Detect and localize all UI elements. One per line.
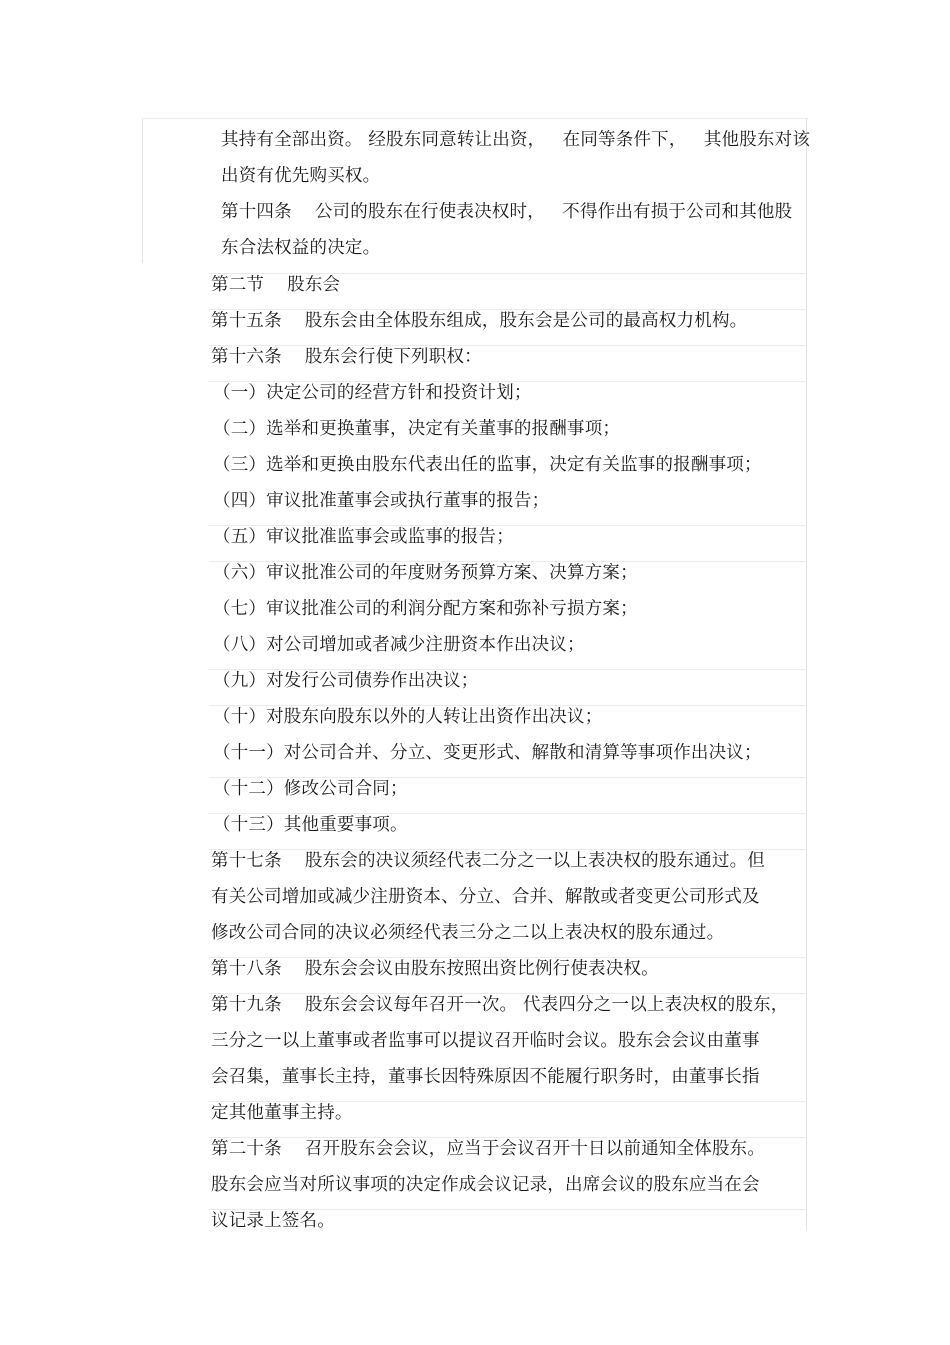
- list-item: （四）审议批准董事会或执行董事的报告；: [213, 491, 550, 511]
- text-line: 议记录上签名。: [211, 1211, 335, 1231]
- text-line: 有关公司增加或减少注册资本、分立、合并、解散或者变更公司形式及: [211, 887, 760, 907]
- table-rule-left: [142, 118, 143, 263]
- list-item: （十一）对公司合并、分立、变更形式、解散和清算等事项作出决议；: [213, 743, 762, 763]
- list-item: （七）审议批准公司的利润分配方案和弥补亏损方案；: [213, 599, 638, 619]
- list-item: （三）选举和更换由股东代表出任的监事，决定有关监事的报酬事项；: [213, 455, 762, 475]
- article-17-line: 第十七条 股东会的决议须经代表二分之一以上表决权的股东通过。但: [211, 851, 766, 871]
- text-line: 修改公司合同的决议必须经代表三分之二以上表决权的股东通过。: [211, 923, 725, 943]
- text-line: 出资有优先购买权。: [221, 166, 381, 186]
- text-line: 三分之一以上董事或者监事可以提议召开临时会议。股东会会议由董事: [211, 1031, 760, 1051]
- text-line: 定其他董事主持。: [211, 1103, 353, 1123]
- article-19-line: 第十九条 股东会会议每年召开一次。 代表四分之一以上表决权的股东，: [211, 995, 789, 1015]
- list-item: （十二）修改公司合同；: [213, 779, 408, 799]
- list-item: （六）审议批准公司的年度财务预算方案、决算方案；: [213, 563, 638, 583]
- list-item: （五）审议批准监事会或监事的报告；: [213, 527, 514, 547]
- text-line: 会召集，董事长主持，董事长因特殊原因不能履行职务时，由董事长指: [211, 1067, 760, 1087]
- list-item: （一）决定公司的经营方针和投资计划；: [213, 383, 532, 403]
- list-item: （十）对股东向股东以外的人转让出资作出决议；: [213, 707, 603, 727]
- article-15-line: 第十五条 股东会由全体股东组成，股东会是公司的最高权力机构。: [211, 311, 748, 331]
- text-line: 股东会应当对所议事项的决定作成会议记录，出席会议的股东应当在会: [211, 1175, 760, 1195]
- list-item: （十三）其他重要事项。: [213, 815, 408, 835]
- article-14-line: 第十四条 公司的股东在行使表决权时， 不得作出有损于公司和其他股: [221, 202, 793, 222]
- list-item: （九）对发行公司债券作出决议；: [213, 671, 479, 691]
- text-line: 东合法权益的决定。: [221, 238, 381, 258]
- article-20-line: 第二十条 召开股东会会议，应当于会议召开十日以前通知全体股东。: [211, 1139, 766, 1159]
- text-line: 其持有全部出资。 经股东同意转让出资， 在同等条件下， 其他股东对该: [221, 130, 811, 150]
- article-16-line: 第十六条 股东会行使下列职权：: [211, 347, 482, 367]
- list-item: （八）对公司增加或者减少注册资本作出决议；: [213, 635, 585, 655]
- section-heading: 第二节 股东会: [211, 275, 341, 295]
- article-18-line: 第十八条 股东会会议由股东按照出资比例行使表决权。: [211, 959, 659, 979]
- list-item: （二）选举和更换董事，决定有关董事的报酬事项；: [213, 419, 621, 439]
- table-rule-top: [142, 118, 808, 119]
